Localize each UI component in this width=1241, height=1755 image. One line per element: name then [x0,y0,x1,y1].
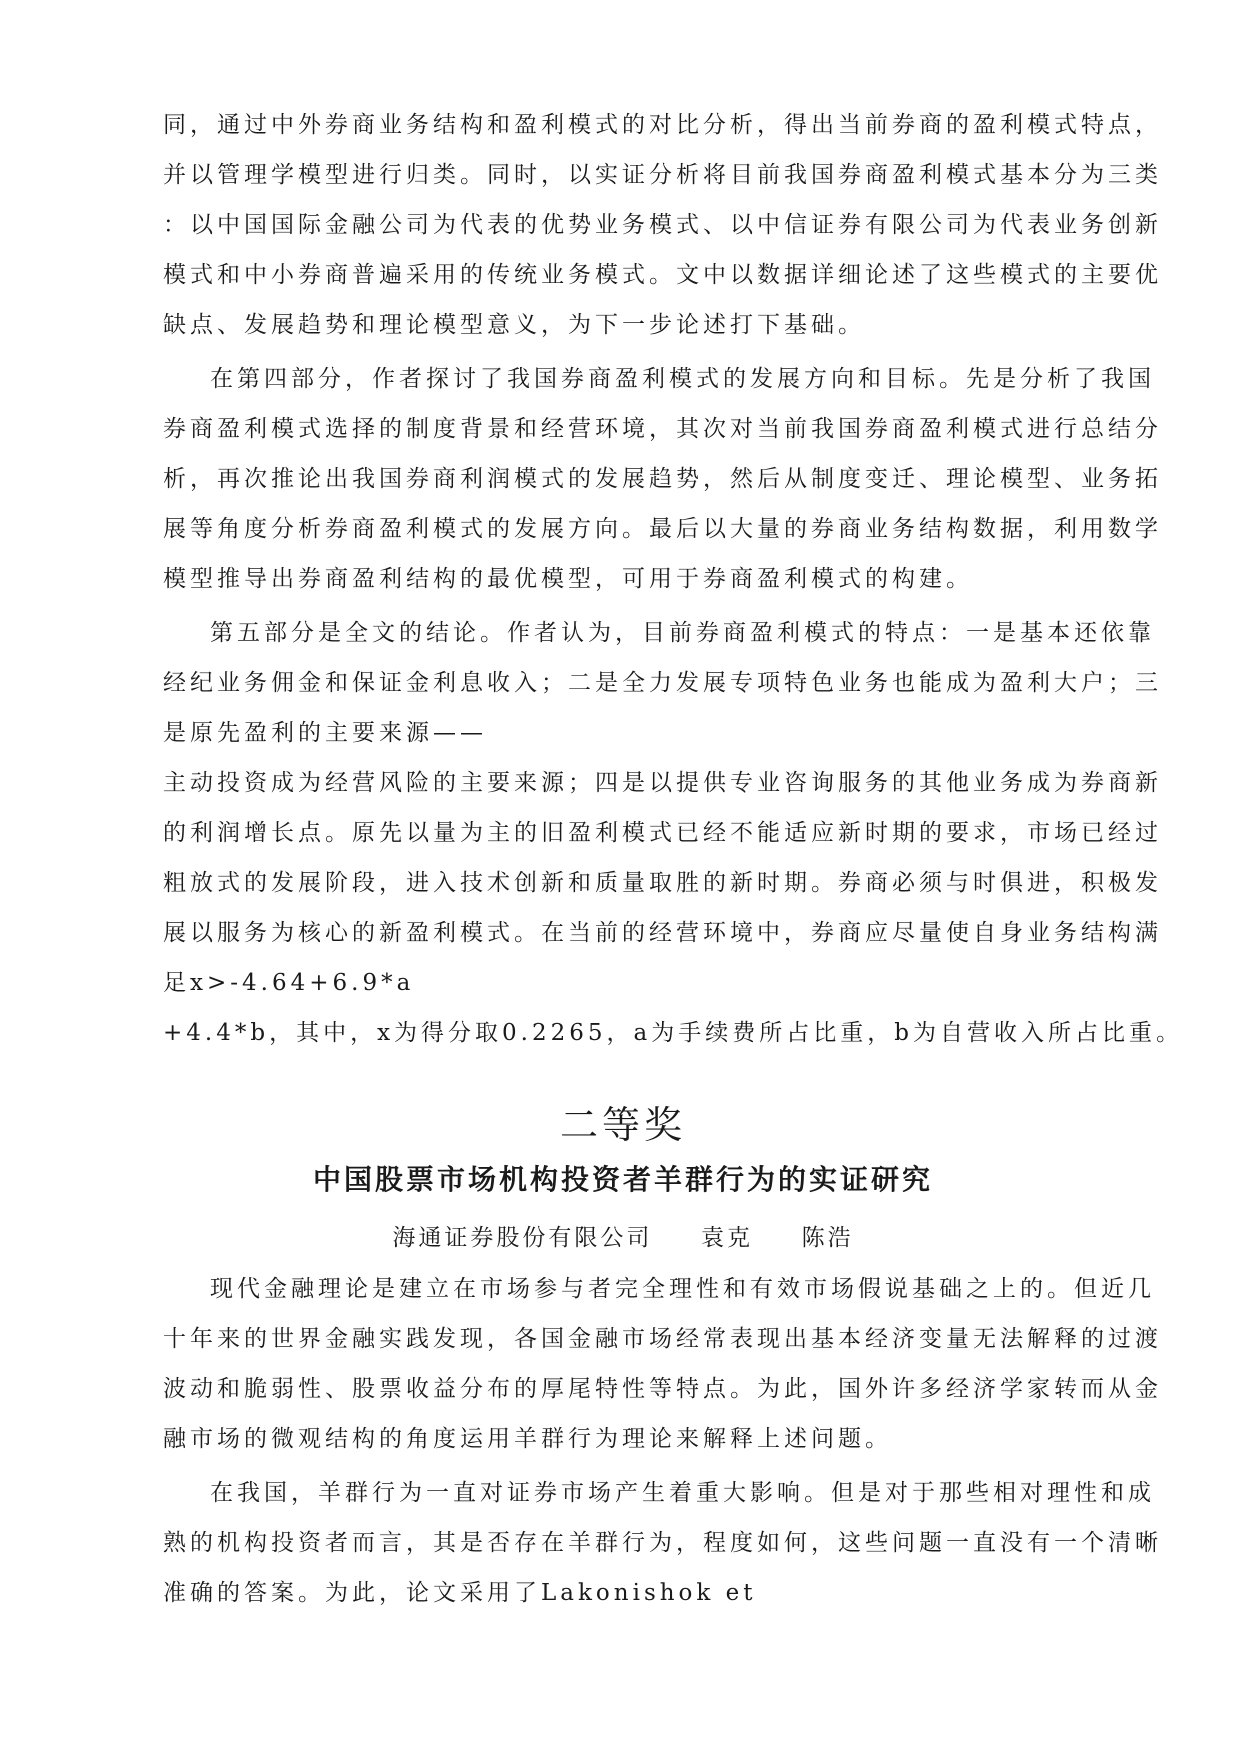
text-line: 足x>-4.64+6.9*a [163,970,415,996]
text-line: 融市场的微观结构的角度运用羊群行为理论来解释上述问题。 [163,1426,892,1452]
author-name: 陈浩 [801,1225,854,1251]
paragraph-abstract-1 [163,1264,1162,1464]
text-line: 模型推导出券商盈利结构的最优模型，可用于券商盈利模式的构建。 [163,566,973,592]
text-line: 券商盈利模式选择的制度背景和经营环境，其次对当前我国券商盈利模式进行总结分 [163,416,1162,442]
text-line: 粗放式的发展阶段，进入技术创新和质量取胜的新时期。券商必须与时俱进，积极发 [163,870,1162,896]
text-line: 析，再次推论出我国券商利润模式的发展趋势，然后从制度变迁、理论模型、业务拓 [163,466,1162,492]
text-line: 展以服务为核心的新盈利模式。在当前的经营环境中，券商应尽量使自身业务结构满 [163,920,1162,946]
text-line: 经纪业务佣金和保证金利息收入；二是全力发展专项特色业务也能成为盈利大户；三 [163,670,1162,696]
text-line: 模式和中小券商普遍采用的传统业务模式。文中以数据详细论述了这些模式的主要优 [163,262,1162,288]
text-line: 并以管理学模型进行归类。同时，以实证分析将目前我国券商盈利模式基本分为三类 [163,162,1162,188]
text-line: 是原先盈利的主要来源—— [163,720,487,746]
award-heading: 二等奖 [559,1103,686,1147]
text-line: 熟的机构投资者而言，其是否存在羊群行为，程度如何，这些问题一直没有一个清晰 [163,1530,1162,1556]
text-line: 在第四部分，作者探讨了我国券商盈利模式的发展方向和目标。先是分析了我国 [210,366,1155,392]
author-organization: 海通证券股份有限公司 [392,1225,653,1251]
page-content [163,100,1183,1618]
paragraph-summary-part4 [163,354,1162,604]
text-line: 准确的答案。为此，论文采用了Lakonishok et [163,1580,757,1606]
text-line: +4.4*b，其中，x为得分取0.2265，a为手续费所占比重，b为自营收入所占比重。 [163,1020,1183,1046]
text-line: 同，通过中外券商业务结构和盈利模式的对比分析，得出当前券商的盈利模式特点， [163,112,1162,138]
paragraph-abstract-2 [163,1468,1162,1618]
text-line: ：以中国国际金融公司为代表的优势业务模式、以中信证券有限公司为代表业务创新 [163,212,1162,238]
text-line: 第五部分是全文的结论。作者认为，目前券商盈利模式的特点：一是基本还依靠 [210,620,1155,646]
text-line: 的利润增长点。原先以量为主的旧盈利模式已经不能适应新时期的要求，市场已经过 [163,820,1162,846]
text-line: 展等角度分析券商盈利模式的发展方向。最后以大量的券商业务结构数据，利用数学 [163,516,1162,542]
byline [163,1212,1083,1264]
text-line: 现代金融理论是建立在市场参与者完全理性和有效市场假说基础之上的。但近几 [210,1276,1155,1302]
author-name: 袁克 [701,1225,753,1251]
text-line: 缺点、发展趋势和理论模型意义，为下一步论述打下基础。 [163,312,865,338]
paragraph-summary-part5 [163,608,1183,1058]
article-title: 中国股票市场机构投资者羊群行为的实证研究 [312,1163,933,1196]
paragraph-summary-part3 [163,100,1162,350]
text-line: 十年来的世界金融实践发现，各国金融市场经常表现出基本经济变量无法解释的过渡 [163,1326,1162,1352]
text-line: 在我国，羊群行为一直对证券市场产生着重大影响。但是对于那些相对理性和成 [210,1480,1155,1506]
text-line: 主动投资成为经营风险的主要来源；四是以提供专业咨询服务的其他业务成为券商新 [163,770,1162,796]
text-line: 波动和脆弱性、股票收益分布的厚尾特性等特点。为此，国外许多经济学家转而从金 [163,1376,1162,1402]
